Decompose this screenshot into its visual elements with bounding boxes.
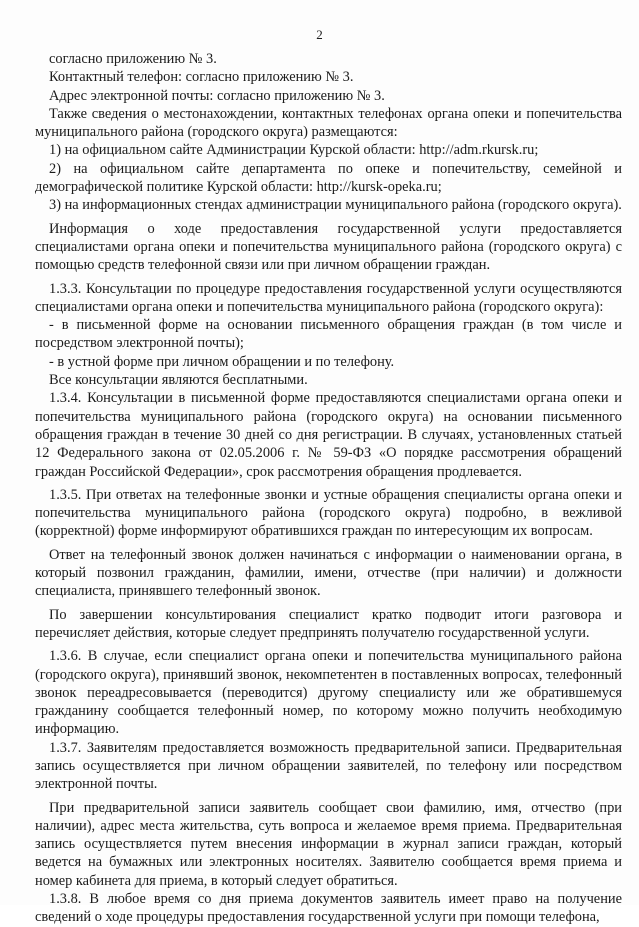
paragraph: При предварительной записи заявитель сообщает свои фамилию, имя, отчество (при наличии), адрес места жительства, суть вопроса и желаемое время приема. Предварительная запись осуществляется путем внесения информации в журнал записи граждан, который ведется на бумажных или электронных носителях. Заявителю сообщается время приема и номер кабинета для приема, в который следует обратиться. — [35, 799, 622, 889]
paragraph: По завершении консультирования специалист кратко подводит итоги разговора и перечисляет действия, которые следует предпринять получателю государственной услуги. — [35, 606, 622, 641]
paragraph: Ответ на телефонный звонок должен начинаться с информации о наименовании органа, в который позвонил гражданин, фамилии, имени, отчестве (при наличии) и должности специалиста, принявшего телефонный звонок. — [35, 546, 622, 600]
document-body — [35, 50, 622, 927]
section-1-3-3: 1.3.3. Консультации по процедуре предоставления государственной услуги осуществляются специалистами органа опеки и попечительства муниципального района (городского округа): — [35, 280, 622, 315]
section-1-3-6: 1.3.6. В случае, если специалист органа опеки и попечительства муниципального района (городского округа), принявший звонок, некомпетентен в поставленных вопросах, телефонный звонок переадресовывается (переводится) другому специалисту или же обратившемуся гражданину сообщается телефонный номер, по которому можно получить необходимую информацию. — [35, 648, 622, 738]
paragraph: Информация о ходе предоставления государственной услуги предоставляется специалистами органа опеки и попечительства муниципального района (городского округа) с помощью средств телефонной связи или при личном обращении граждан. — [35, 220, 622, 274]
list-item: 1) на официальном сайте Администрации Курской области: http://adm.rkursk.ru; — [49, 142, 539, 159]
paragraph: Контактный телефон: согласно приложению № 3. — [49, 69, 354, 86]
page-number: 2 — [316, 27, 323, 42]
list-item: - в устной форме при личном обращении и по телефону. — [49, 353, 395, 370]
paragraph: Адрес электронной почты: согласно приложению № 3. — [49, 87, 385, 104]
paragraph: согласно приложению № 3. — [49, 51, 217, 67]
list-item: 2) на официальном сайте департамента по опеке и попечительству, семейной и демографической политике Курской области: http://kursk-opeka.ru; — [35, 160, 622, 196]
section-1-3-5: 1.3.5. При ответах на телефонные звонки и устные обращения специалисты органа опеки и попечительства муниципального района (городского округа) подробно, в вежливой (корректной) форме информируют обратившихся граждан по интересующим их вопросам. — [35, 486, 622, 540]
section-1-3-8: 1.3.8. В любое время со дня приема документов заявитель имеет право на получение сведений о ходе процедуры предоставления государственной услуги при помощи телефона, — [35, 891, 622, 926]
section-1-3-7: 1.3.7. Заявителям предоставляется возможность предварительной записи. Предварительная запись осуществляется при личном обращении заявителей, по телефону или посредством электронной почты. — [35, 739, 622, 793]
paragraph: Все консультации являются бесплатными. — [49, 372, 308, 389]
paragraph: Также сведения о местонахождении, контактных телефонах органа опеки и попечительства муниципального района (городского округа) размещаются: — [35, 105, 622, 141]
list-item: 3) на информационных стендах администрации муниципального района (городского округа). — [49, 197, 622, 214]
section-1-3-4: 1.3.4. Консультации в письменной форме предоставляются специалистами органа опеки и попечительства муниципального района (городского округа) на основании письменного обращения граждан в течение 30 дней со дня регистрации. В случаях, установленных статьей 12 Федерального закона от 02.05.2006 г. № 59-ФЗ «О порядке рассмотрения обращений граждан Российской Федерации», срок рассмотрения обращения продлевается. — [35, 390, 622, 480]
list-item: - в письменной форме на основании письменного обращения граждан (в том числе и посредством электронной почты); — [35, 317, 622, 352]
